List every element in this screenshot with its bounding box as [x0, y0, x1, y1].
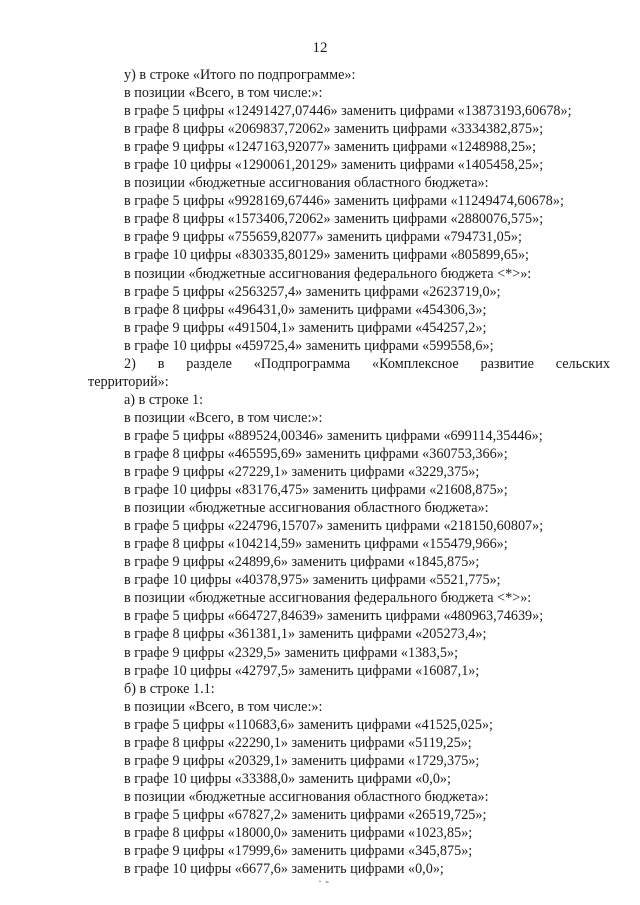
text-line: в графе 9 цифры «17999,6» заменить цифрами «345,875»; — [124, 843, 473, 860]
text-line: в графе 5 цифры «110683,6» заменить цифрами «41525,025»; — [124, 716, 493, 733]
text-line: в графе 9 цифры «24899,6» заменить цифрами «1845,875»; — [124, 554, 480, 571]
text-line: а) в строке 1: — [124, 391, 204, 408]
text-line: в позиции «Всего, в том числе:»: — [124, 698, 323, 715]
text-line: в графе 9 цифры «2329,5» заменить цифрами «1383,5»; — [124, 644, 459, 661]
text-line: у) в строке «Итого по подпрограмме»: — [124, 67, 356, 83]
text-line: в графе 10 цифры «6677,6» заменить цифрами «0,0»; — [124, 861, 444, 878]
text-line: в позиции «бюджетные ассигнования областного бюджета»: — [124, 500, 489, 517]
page-number: 12 — [312, 40, 328, 56]
text-line: в графе 8 цифры «2069837,72062» заменить цифрами «3334382,875»; — [124, 121, 544, 138]
text-line: в графе 5 цифры «2563257,4» заменить цифрами «2623719,0»; — [124, 283, 501, 300]
text-line: в позиции «бюджетные ассигнования областного бюджета»: — [124, 175, 489, 192]
text-line: в графе 9 цифры «491504,1» заменить цифрами «454257,2»; — [124, 319, 487, 336]
scan-mark: · - — [318, 874, 329, 888]
text-line: в графе 5 цифры «12491427,07446» заменить цифрами «13873193,60678»; — [124, 103, 572, 120]
text-line: в графе 9 цифры «1247163,92077» заменить цифрами «1248988,25»; — [124, 139, 537, 156]
text-line: в графе 9 цифры «27229,1» заменить цифрами «3229,375»; — [124, 464, 480, 481]
text-line: в графе 10 цифры «1290061,20129» заменить цифрами «1405458,25»; — [124, 157, 544, 174]
text-line: в графе 10 цифры «42797,5» заменить цифрами «16087,1»; — [124, 662, 480, 679]
text-line: в графе 9 цифры «755659,82077» заменить цифрами «794731,05»; — [124, 229, 522, 246]
text-line: в позиции «бюджетные ассигнования федерального бюджета <*>»: — [124, 590, 532, 607]
text-line: в графе 5 цифры «664727,84639» заменить цифрами «480963,74639»; — [124, 608, 544, 625]
text-line: в графе 10 цифры «33388,0» заменить цифрами «0,0»; — [124, 770, 451, 787]
text-line: в графе 5 цифры «889524,00346» заменить цифрами «699114,35446»; — [124, 427, 543, 444]
text-line: б) в строке 1.1: — [124, 680, 215, 697]
text-line: в графе 8 цифры «22290,1» заменить цифрами «5119,25»; — [124, 734, 472, 751]
text-line: в графе 8 цифры «1573406,72062» заменить цифрами «2880076,575»; — [124, 211, 544, 228]
text-line: территорий»: — [88, 373, 169, 390]
text-line: в позиции «Всего, в том числе:»: — [124, 85, 323, 102]
text-line: в графе 5 цифры «224796,15707» заменить цифрами «218150,60807»; — [124, 518, 544, 535]
text-line: 2) в разделе «Подпрограмма «Комплексное развитие сельских — [124, 355, 610, 372]
text-line: в графе 8 цифры «496431,0» заменить цифрами «454306,3»; — [124, 301, 487, 318]
text-line: в графе 8 цифры «18000,0» заменить цифрами «1023,85»; — [124, 824, 473, 841]
text-line: в графе 5 цифры «67827,2» заменить цифрами «26519,725»; — [124, 806, 487, 823]
text-line: в графе 9 цифры «20329,1» заменить цифрами «1729,375»; — [124, 752, 480, 769]
text-line: в графе 8 цифры «465595,69» заменить цифрами «360753,366»; — [124, 445, 508, 462]
text-line: в графе 5 цифры «9928169,67446» заменить цифрами «11249474,60678»; — [124, 193, 564, 210]
text-line: в графе 8 цифры «361381,1» заменить цифрами «205273,4»; — [124, 626, 487, 643]
text-line: в графе 10 цифры «83176,475» заменить цифрами «21608,875»; — [124, 482, 508, 499]
text-line: в графе 10 цифры «830335,80129» заменить цифрами «805899,65»; — [124, 247, 529, 264]
text-line: в позиции «Всего, в том числе:»: — [124, 409, 323, 426]
document-body — [88, 66, 610, 878]
text-line: в графе 8 цифры «104214,59» заменить цифрами «155479,966»; — [124, 536, 508, 553]
text-line: в позиции «бюджетные ассигнования областного бюджета»: — [124, 788, 489, 805]
text-line: в позиции «бюджетные ассигнования федерального бюджета <*>»: — [124, 265, 532, 282]
text-line: в графе 10 цифры «459725,4» заменить цифрами «599558,6»; — [124, 337, 494, 354]
text-line: в графе 10 цифры «40378,975» заменить цифрами «5521,775»; — [124, 572, 501, 589]
